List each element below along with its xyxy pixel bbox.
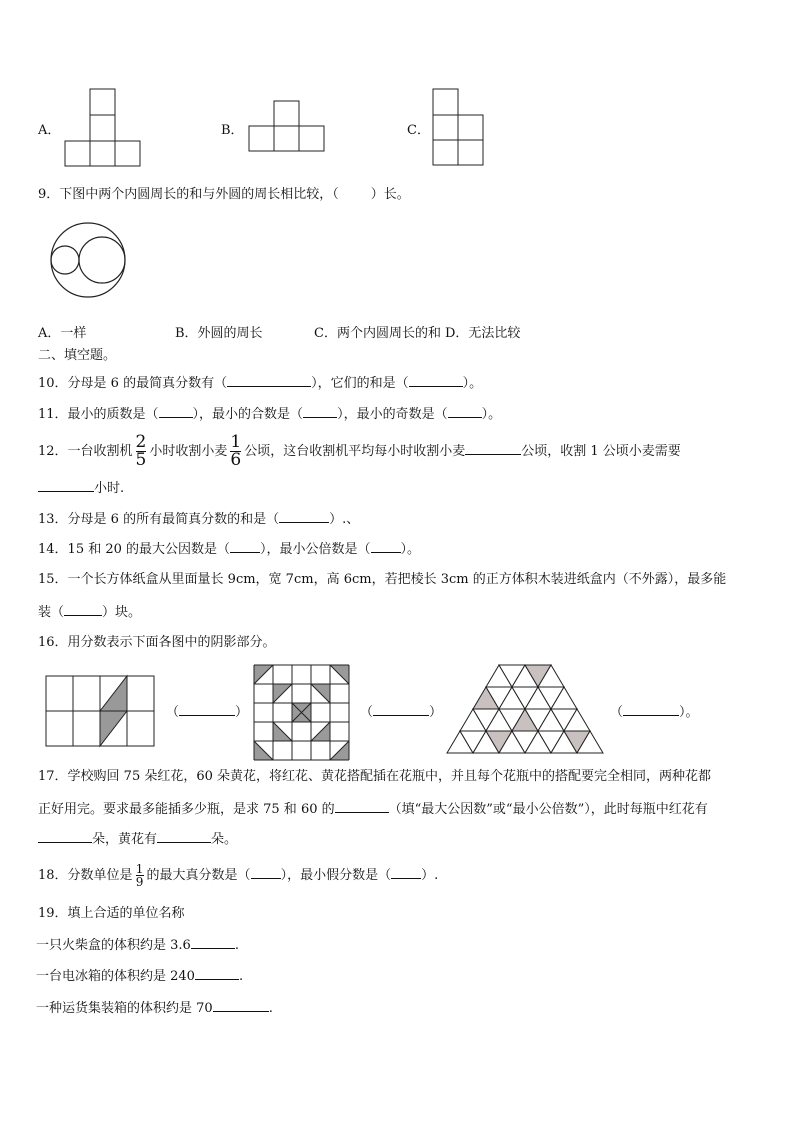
question-18: 18．分数单位是 $\frac{1}{9}$ 的最大真分数是（ ），最小假分数是（ ）. bbox=[38, 862, 439, 889]
answer-blank[interactable] bbox=[373, 703, 429, 716]
answer-blank[interactable] bbox=[64, 603, 102, 616]
question-17-cont: 正好用完。要求最多能插多少瓶，是求 75 和 60 的 （填“最大公因数”或“最小公倍数”），此时每瓶中红花有 bbox=[38, 802, 708, 817]
circles-figure bbox=[44, 222, 134, 302]
question-17-cont2: 朵，黄花有 朵。 bbox=[38, 830, 237, 849]
question-15: 15．一个长方体纸盒从里面量长 9cm，宽 7cm，高 6cm，若把棱长 3cm 的正方体积木装进纸盒内（不外露），最多能 bbox=[38, 572, 727, 587]
answer-blank[interactable] bbox=[191, 936, 235, 949]
q9-option-b: B．外圆的周长 bbox=[175, 326, 263, 341]
question-10: 10．分母是 6 的最简真分数有（ ），它们的和是（ ）。 bbox=[38, 376, 483, 391]
fraction: $\frac{2}{5}$ bbox=[135, 432, 147, 470]
section-heading: 二、填空题。 bbox=[38, 348, 117, 363]
fraction: $\frac{1}{6}$ bbox=[230, 432, 242, 470]
answer-blank[interactable] bbox=[213, 999, 269, 1012]
option-a-label: A． bbox=[38, 123, 61, 138]
q16-answer-2: （ ） bbox=[360, 705, 443, 720]
answer-blank[interactable] bbox=[157, 830, 211, 843]
answer-blank[interactable] bbox=[465, 442, 521, 455]
answer-blank[interactable] bbox=[623, 703, 679, 716]
figure-rect-grid bbox=[46, 676, 156, 748]
question-12: 12．一台收割机 $\frac{2}{5}$ 小时收割小麦 $\frac{1}{6}$ 公顷，这台收割机平均每小时收割小麦 公顷，收割 1 公顷小麦需要 bbox=[38, 432, 681, 470]
q19-item-3: 一种运货集装箱的体积约是 70 . bbox=[36, 1001, 273, 1016]
answer-blank[interactable] bbox=[448, 405, 482, 418]
question-15-cont: 装（ ）块。 bbox=[38, 605, 142, 620]
answer-blank[interactable] bbox=[371, 540, 401, 553]
question-9: 9．下图中两个内圆周长的和与外圆的周长相比较，（ ）长。 bbox=[38, 187, 410, 202]
q19-item-1: 一只火柴盒的体积约是 3.6 . bbox=[36, 938, 239, 953]
answer-blank[interactable] bbox=[303, 405, 337, 418]
answer-blank[interactable] bbox=[230, 540, 260, 553]
answer-blank[interactable] bbox=[391, 866, 421, 879]
question-16: 16．用分数表示下面各图中的阴影部分。 bbox=[38, 635, 276, 650]
answer-blank[interactable] bbox=[38, 479, 94, 492]
q9-option-d: D．无法比较 bbox=[445, 326, 521, 341]
cube-net-a bbox=[65, 89, 142, 167]
cube-net-b bbox=[249, 101, 326, 153]
answer-blank[interactable] bbox=[159, 405, 193, 418]
answer-blank[interactable] bbox=[409, 374, 463, 387]
cube-net-c bbox=[433, 89, 485, 167]
question-12-cont: 小时. bbox=[38, 479, 124, 498]
q9-option-c: C．两个内圆周长的和 bbox=[314, 326, 441, 341]
question-11: 11．最小的质数是（ ），最小的合数是（ ），最小的奇数是（ ）。 bbox=[38, 407, 502, 422]
option-c-label: C． bbox=[407, 123, 430, 138]
answer-blank[interactable] bbox=[251, 866, 281, 879]
figure-square-pattern bbox=[254, 665, 350, 761]
question-19: 19．填上合适的单位名称 bbox=[38, 906, 185, 921]
question-13: 13．分母是 6 的所有最简真分数的和是（ ）.、 bbox=[38, 512, 360, 527]
answer-blank[interactable] bbox=[179, 703, 235, 716]
q19-item-2: 一台电冰箱的体积约是 240 . bbox=[36, 969, 244, 984]
figure-triangle-trapezoid bbox=[447, 664, 603, 756]
option-b-label: B． bbox=[221, 123, 244, 138]
q16-answer-1: （ ） bbox=[166, 705, 249, 720]
question-17: 17．学校购回 75 朵红花，60 朵黄花，将红花、黄花搭配插在花瓶中，并且每个花瓶中的搭配要完全相同，两种花都 bbox=[38, 769, 712, 784]
question-14: 14．15 和 20 的最大公因数是（ ），最小公倍数是（ ）。 bbox=[38, 542, 421, 557]
answer-blank[interactable] bbox=[195, 967, 239, 980]
answer-blank[interactable] bbox=[279, 510, 329, 523]
q9-option-a: A．一样 bbox=[38, 326, 87, 341]
answer-blank[interactable] bbox=[227, 374, 311, 387]
q16-answer-3: （ ）。 bbox=[610, 705, 699, 720]
answer-blank[interactable] bbox=[335, 800, 389, 813]
answer-blank[interactable] bbox=[38, 830, 92, 843]
fraction: $\frac{1}{9}$ bbox=[135, 862, 144, 889]
